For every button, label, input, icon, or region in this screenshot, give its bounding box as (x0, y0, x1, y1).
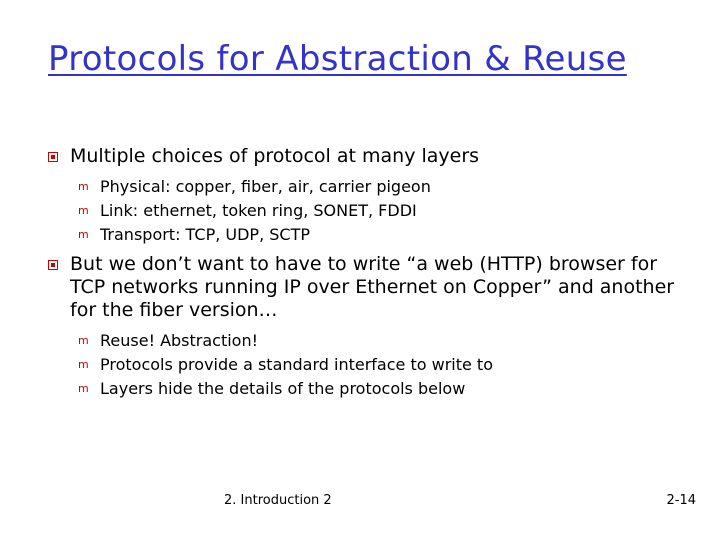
bullet-item (48, 145, 688, 247)
sub-bullet-text: Link: ethernet, token ring, SONET, FDDI (100, 201, 417, 220)
sub-bullet-item (78, 353, 688, 377)
m-bullet-icon: m (78, 334, 89, 347)
sub-bullet-text: Protocols provide a standard interface to write to (100, 355, 493, 374)
slide-title: Protocols for Abstraction & Reuse (48, 39, 627, 79)
bullet-item (48, 253, 688, 401)
sub-bullet-item (78, 199, 688, 223)
sub-bullet-item (78, 223, 688, 247)
bullet-list (48, 145, 688, 407)
sub-bullet-text: Layers hide the details of the protocols below (100, 379, 466, 398)
m-bullet-icon: m (78, 228, 89, 241)
m-bullet-icon: m (78, 358, 89, 371)
sub-bullet-item (78, 329, 688, 353)
footer-text: 2. Introduction 2 (224, 493, 332, 508)
bullet-text: Multiple choices of protocol at many layers (70, 145, 480, 167)
m-bullet-icon: m (78, 204, 89, 217)
square-bullet-icon (48, 152, 58, 162)
sub-bullet-item (78, 377, 688, 401)
sub-bullet-list (78, 175, 688, 247)
m-bullet-icon: m (78, 180, 89, 193)
sub-bullet-list (78, 329, 688, 401)
m-bullet-icon: m (78, 382, 89, 395)
page-number: 2-14 (666, 493, 696, 508)
sub-bullet-text: Physical: copper, fiber, air, carrier pigeon (100, 177, 431, 196)
square-bullet-icon (48, 260, 58, 270)
bullet-text: But we don’t want to have to write “a web (HTTP) browser for TCP networks running IP over Ethernet on Copper” and another for the fiber version… (70, 253, 675, 321)
sub-bullet-text: Reuse! Abstraction! (100, 331, 259, 350)
sub-bullet-item (78, 175, 688, 199)
sub-bullet-text: Transport: TCP, UDP, SCTP (100, 225, 310, 244)
